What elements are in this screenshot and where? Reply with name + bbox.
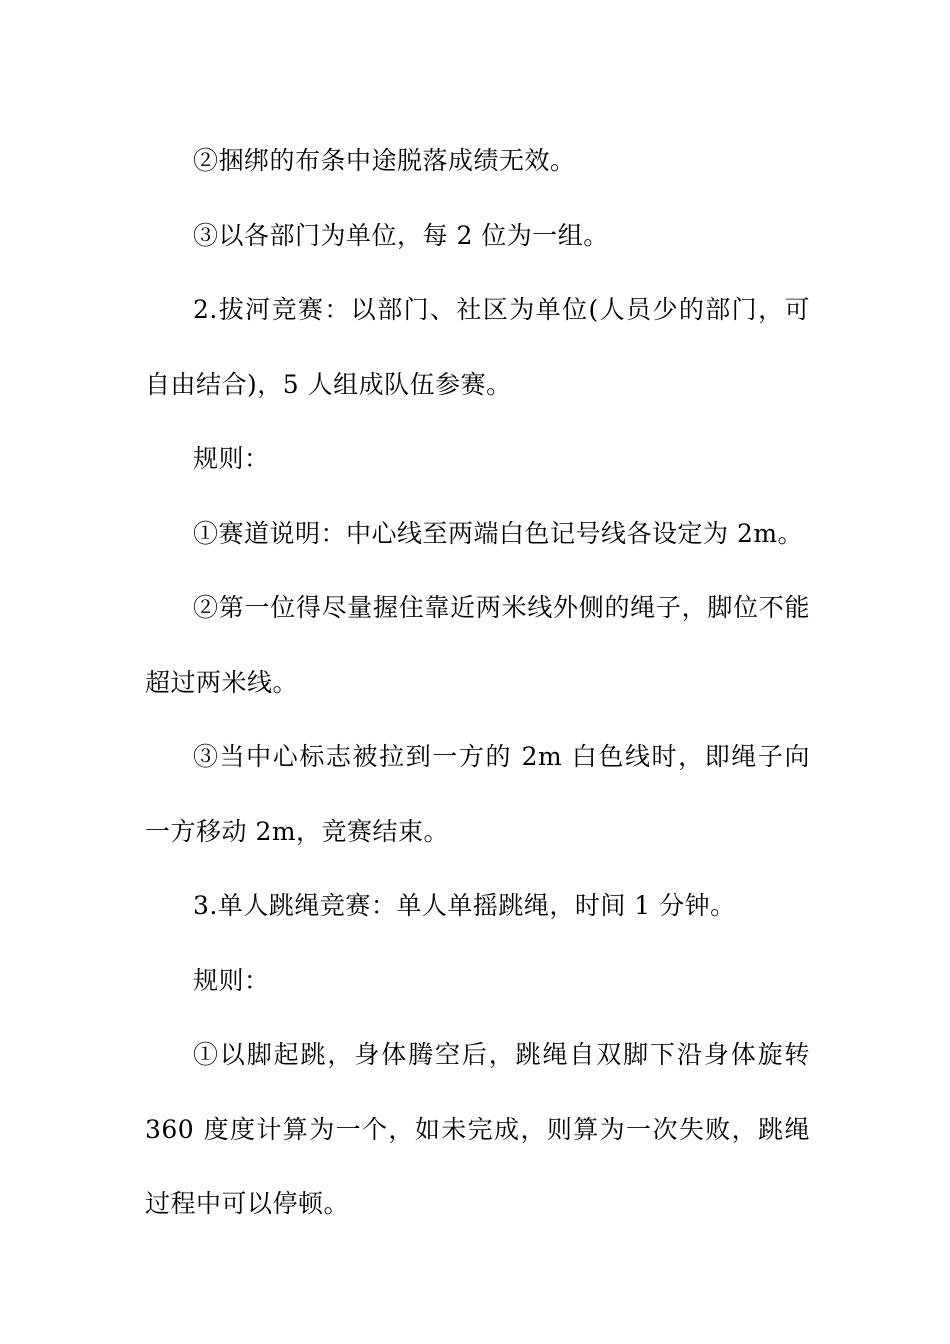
paragraph-jump-count-rule: ①以脚起跳，身体腾空后，跳绳自双脚下沿身体旋转 360 度度计算为一个，如未完成，则算为一次失败，跳绳过程中可以停顿。 (145, 1040, 810, 1218)
document-body (145, 124, 810, 1242)
paragraph-rules-heading: 规则： (193, 444, 270, 473)
paragraph-binding-cloth-rule: ②捆绑的布条中途脱落成绩无效。 (193, 146, 576, 175)
paragraph-tug-of-war: 2.拔河竞赛：以部门、社区为单位(人员少的部门，可自由结合)，5 人组成队伍参赛。 (145, 295, 810, 399)
paragraph-rules-heading-2: 规则： (193, 965, 270, 995)
paragraph-jump-rope: 3.单人跳绳竞赛：单人单摇跳绳，时间 1 分钟。 (193, 891, 736, 920)
paragraph-group-rule: ③以各部门为单位，每 2 位为一组。 (193, 220, 609, 250)
paragraph-track-description: ①赛道说明：中心线至两端白色记号线各设定为 2m。 (193, 518, 804, 548)
paragraph-end-condition: ③当中心标志被拉到一方的 2m 白色线时，即绳子向一方移动 2m，竞赛结束。 (145, 742, 810, 846)
paragraph-grip-rule: ②第一位得尽量握住靠近两米线外侧的绳子，脚位不能超过两米线。 (145, 593, 810, 697)
